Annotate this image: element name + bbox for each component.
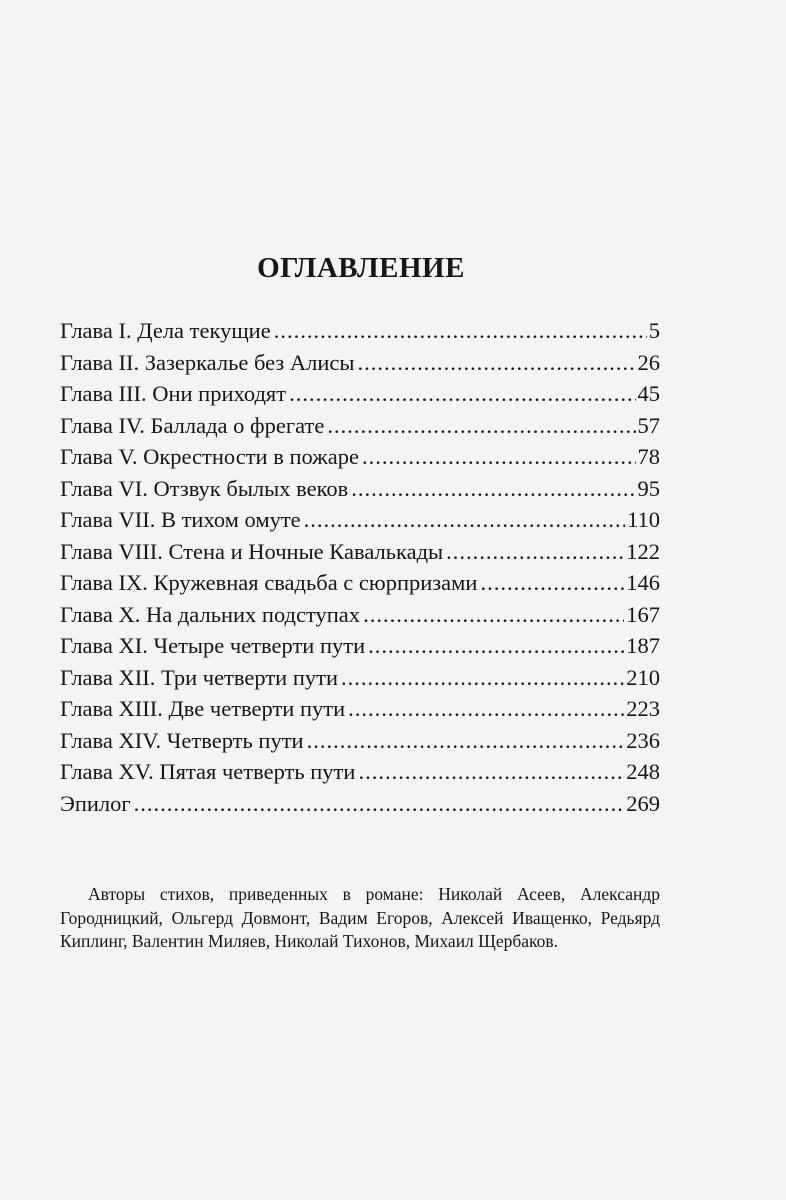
toc-page-number: 167 bbox=[626, 601, 660, 627]
toc-dot-leader bbox=[363, 602, 624, 628]
toc-dot-leader bbox=[362, 444, 636, 470]
toc-row bbox=[60, 381, 660, 413]
toc-row bbox=[60, 665, 660, 697]
toc-chapter-title: Глава II. Зазеркалье без Алисы bbox=[60, 349, 355, 375]
toc-dot-leader bbox=[368, 633, 624, 659]
toc-page-number: 110 bbox=[627, 507, 660, 532]
toc-page-number: 26 bbox=[637, 349, 660, 375]
toc-page-number: 45 bbox=[637, 381, 660, 406]
toc-chapter-title: Глава IX. Кружевная свадьба с сюрпризами bbox=[60, 570, 478, 595]
poem-authors-note: Авторы стихов, приведенных в романе: Николай Асеев, Александр Городницкий, Ольгерд Довмонт, Вадим Егоров, Алексей Иващенко, Редьярд Киплинг, Валентин Миляев, Николай Тихонов, Михаил Щербаков. bbox=[60, 884, 660, 951]
toc-page-number: 187 bbox=[626, 633, 660, 658]
toc-chapter-title: Глава X. На дальних подступах bbox=[60, 601, 361, 627]
toc-page-number: 248 bbox=[626, 759, 660, 784]
toc-page-number: 122 bbox=[626, 538, 660, 564]
toc-chapter-title: Глава VIII. Стена и Ночные Кавалькады bbox=[60, 538, 444, 564]
toc-chapter-title: Глава XV. Пятая четверть пути bbox=[60, 759, 356, 784]
toc-row bbox=[60, 444, 660, 476]
toc-dot-leader bbox=[480, 570, 624, 596]
toc-dot-leader bbox=[348, 696, 624, 722]
page-title: ОГЛАВЛЕНИЕ bbox=[257, 252, 465, 284]
toc-page-number: 223 bbox=[626, 696, 660, 721]
toc-row bbox=[60, 759, 660, 791]
toc-row bbox=[60, 318, 660, 350]
toc-dot-leader bbox=[358, 350, 636, 376]
toc-dot-leader bbox=[274, 318, 647, 344]
toc-page-number: 146 bbox=[626, 570, 660, 595]
toc-row bbox=[60, 507, 660, 539]
toc-chapter-title: Глава VI. Отзвук былых веков bbox=[60, 475, 349, 501]
toc-chapter-title: Глава XIV. Четверть пути bbox=[60, 727, 304, 753]
toc-dot-leader bbox=[307, 728, 625, 754]
toc-row bbox=[60, 350, 660, 382]
toc-row bbox=[60, 539, 660, 571]
toc-chapter-title: Глава XIII. Две четверти пути bbox=[60, 696, 346, 721]
toc-page-number: 57 bbox=[637, 412, 660, 438]
toc-page-number: 5 bbox=[648, 318, 660, 343]
toc-chapter-title: Глава IV. Баллада о фрегате bbox=[60, 412, 325, 438]
toc-page-number: 95 bbox=[637, 475, 660, 501]
toc-dot-leader bbox=[358, 759, 624, 785]
toc-row bbox=[60, 696, 660, 728]
toc-dot-leader bbox=[289, 381, 635, 407]
toc-dot-leader bbox=[327, 413, 635, 439]
toc-row bbox=[60, 791, 660, 823]
toc-dot-leader bbox=[134, 791, 625, 817]
toc-chapter-title: Глава I. Дела текущие bbox=[60, 318, 271, 343]
toc-chapter-title: Глава V. Окрестности в пожаре bbox=[60, 444, 359, 469]
toc-row bbox=[60, 570, 660, 602]
toc-chapter-title: Глава VII. В тихом омуте bbox=[60, 507, 301, 532]
table-of-contents bbox=[60, 318, 660, 822]
toc-chapter-title: Глава XI. Четыре четверти пути bbox=[60, 633, 366, 658]
toc-dot-leader bbox=[351, 476, 635, 502]
toc-page-number: 210 bbox=[626, 664, 660, 690]
toc-page-number: 78 bbox=[637, 444, 660, 469]
toc-row bbox=[60, 413, 660, 445]
toc-page-number: 236 bbox=[626, 727, 660, 753]
toc-chapter-title: Эпилог bbox=[60, 790, 131, 816]
toc-row bbox=[60, 633, 660, 665]
toc-row bbox=[60, 728, 660, 760]
toc-chapter-title: Глава XII. Три четверти пути bbox=[60, 664, 338, 690]
toc-row bbox=[60, 602, 660, 634]
toc-page-number: 269 bbox=[626, 790, 660, 816]
toc-dot-leader bbox=[446, 539, 624, 565]
toc-dot-leader bbox=[341, 665, 624, 691]
toc-row bbox=[60, 476, 660, 508]
toc-dot-leader bbox=[304, 507, 625, 533]
toc-chapter-title: Глава III. Они приходят bbox=[60, 381, 287, 406]
